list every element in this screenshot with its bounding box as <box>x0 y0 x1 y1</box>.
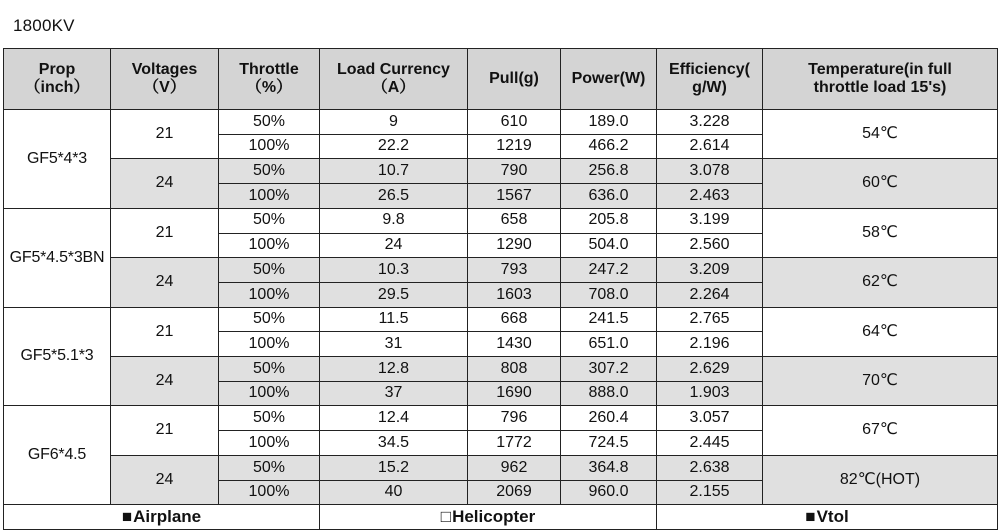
current-cell: 9.8 <box>320 208 468 233</box>
current-cell: 15.2 <box>320 455 468 480</box>
footer-helicopter <box>320 505 657 530</box>
temperature-cell: 67℃ <box>763 406 998 455</box>
footer-helicopter-label: Helicopter <box>452 507 536 527</box>
current-cell: 12.8 <box>320 357 468 382</box>
header-prop-line2: （inch） <box>24 79 90 96</box>
pull-cell: 796 <box>468 406 561 431</box>
pull-cell: 1772 <box>468 431 561 456</box>
header-throttle-line2: （%） <box>245 79 293 96</box>
throttle-cell: 100% <box>219 381 320 406</box>
power-cell: 466.2 <box>561 134 657 159</box>
temperature-cell: 60℃ <box>763 159 998 208</box>
current-cell: 24 <box>320 233 468 258</box>
voltage-cell: 24 <box>111 455 219 504</box>
footer-vtol-label: Vtol <box>816 507 849 527</box>
table-row <box>4 307 998 332</box>
power-cell: 256.8 <box>561 159 657 184</box>
current-cell: 9 <box>320 110 468 135</box>
current-cell: 22.2 <box>320 134 468 159</box>
efficiency-cell: 3.228 <box>657 110 763 135</box>
motor-kv-title: 1800KV <box>13 16 75 35</box>
pull-cell: 1430 <box>468 332 561 357</box>
header-prop <box>4 49 111 110</box>
efficiency-cell: 2.264 <box>657 282 763 307</box>
header-pull-line1: Pull(g) <box>489 69 539 87</box>
power-cell: 960.0 <box>561 480 657 505</box>
footer-airplane <box>4 505 320 530</box>
power-cell: 247.2 <box>561 258 657 283</box>
power-cell: 651.0 <box>561 332 657 357</box>
table-row <box>4 357 998 382</box>
header-voltage-line2: （V） <box>143 79 186 96</box>
voltage-cell: 24 <box>111 159 219 208</box>
temperature-cell: 58℃ <box>763 208 998 257</box>
pull-cell: 610 <box>468 110 561 135</box>
throttle-cell: 100% <box>219 282 320 307</box>
power-cell: 307.2 <box>561 357 657 382</box>
pull-cell: 790 <box>468 159 561 184</box>
table-row <box>4 258 998 283</box>
pull-cell: 1290 <box>468 233 561 258</box>
power-cell: 724.5 <box>561 431 657 456</box>
power-cell: 241.5 <box>561 307 657 332</box>
header-power <box>561 49 657 110</box>
throttle-cell: 100% <box>219 184 320 209</box>
throttle-cell: 50% <box>219 208 320 233</box>
power-cell: 189.0 <box>561 110 657 135</box>
throttle-cell: 100% <box>219 134 320 159</box>
header-temperature-line2: throttle load 15's) <box>813 79 947 96</box>
current-cell: 40 <box>320 480 468 505</box>
temperature-cell: 70℃ <box>763 357 998 406</box>
header-load-current-line1: Load Currency <box>337 60 450 78</box>
table-row <box>4 208 998 233</box>
table-row <box>4 159 998 184</box>
efficiency-cell: 2.155 <box>657 480 763 505</box>
current-cell: 10.3 <box>320 258 468 283</box>
efficiency-cell: 1.903 <box>657 381 763 406</box>
footer-airplane-label: Airplane <box>133 507 202 527</box>
footer-vtol <box>657 505 998 530</box>
throttle-cell: 50% <box>219 159 320 184</box>
voltage-cell: 24 <box>111 357 219 406</box>
pull-cell: 793 <box>468 258 561 283</box>
pull-cell: 668 <box>468 307 561 332</box>
voltage-cell: 21 <box>111 406 219 455</box>
pull-cell: 1567 <box>468 184 561 209</box>
current-cell: 34.5 <box>320 431 468 456</box>
temperature-cell: 64℃ <box>763 307 998 356</box>
temperature-cell: 82℃(HOT) <box>763 455 998 504</box>
table-row <box>4 406 998 431</box>
header-efficiency-line2: g/W) <box>692 79 727 96</box>
power-cell: 636.0 <box>561 184 657 209</box>
pull-cell: 1690 <box>468 381 561 406</box>
efficiency-cell: 3.057 <box>657 406 763 431</box>
pull-cell: 808 <box>468 357 561 382</box>
prop-name-cell: GF5*5.1*3 <box>4 307 111 406</box>
power-cell: 708.0 <box>561 282 657 307</box>
header-load-current-line2: （A） <box>371 79 416 96</box>
current-cell: 31 <box>320 332 468 357</box>
current-cell: 10.7 <box>320 159 468 184</box>
efficiency-cell: 2.614 <box>657 134 763 159</box>
efficiency-cell: 3.199 <box>657 208 763 233</box>
pull-cell: 2069 <box>468 480 561 505</box>
throttle-cell: 50% <box>219 307 320 332</box>
efficiency-cell: 2.560 <box>657 233 763 258</box>
table-body <box>4 110 998 530</box>
empty-square-icon: □ <box>440 507 452 527</box>
header-voltage-line1: Voltages <box>131 60 198 78</box>
throttle-cell: 100% <box>219 431 320 456</box>
voltage-cell: 21 <box>111 307 219 356</box>
prop-name-cell: GF5*4.5*3BN <box>4 208 111 307</box>
efficiency-cell: 2.638 <box>657 455 763 480</box>
motor-test-table <box>3 48 998 530</box>
current-cell: 29.5 <box>320 282 468 307</box>
filled-square-icon: ■ <box>121 507 133 527</box>
power-cell: 888.0 <box>561 381 657 406</box>
voltage-cell: 21 <box>111 110 219 159</box>
current-cell: 12.4 <box>320 406 468 431</box>
throttle-cell: 100% <box>219 332 320 357</box>
header-prop-line1: Prop <box>38 60 76 78</box>
temperature-cell: 62℃ <box>763 258 998 307</box>
throttle-cell: 50% <box>219 110 320 135</box>
power-cell: 205.8 <box>561 208 657 233</box>
efficiency-cell: 2.463 <box>657 184 763 209</box>
header-pull <box>468 49 561 110</box>
filled-square-icon: ■ <box>805 507 816 527</box>
throttle-cell: 50% <box>219 357 320 382</box>
current-cell: 26.5 <box>320 184 468 209</box>
header-temperature <box>763 49 998 110</box>
throttle-cell: 100% <box>219 480 320 505</box>
pull-cell: 658 <box>468 208 561 233</box>
power-cell: 260.4 <box>561 406 657 431</box>
pull-cell: 1603 <box>468 282 561 307</box>
header-throttle-line1: Throttle <box>239 60 299 78</box>
power-cell: 364.8 <box>561 455 657 480</box>
application-footer-row <box>4 505 998 530</box>
prop-name-cell: GF5*4*3 <box>4 110 111 209</box>
current-cell: 37 <box>320 381 468 406</box>
power-cell: 504.0 <box>561 233 657 258</box>
header-row <box>4 49 998 110</box>
header-throttle <box>219 49 320 110</box>
efficiency-cell: 3.078 <box>657 159 763 184</box>
pull-cell: 1219 <box>468 134 561 159</box>
header-efficiency <box>657 49 763 110</box>
header-efficiency-line1: Efficiency( <box>669 60 750 78</box>
current-cell: 11.5 <box>320 307 468 332</box>
header-temperature-line1: Temperature(in full <box>808 60 952 78</box>
header-power-line1: Power(W) <box>571 69 646 87</box>
throttle-cell: 50% <box>219 258 320 283</box>
efficiency-cell: 3.209 <box>657 258 763 283</box>
efficiency-cell: 2.629 <box>657 357 763 382</box>
throttle-cell: 50% <box>219 406 320 431</box>
efficiency-cell: 2.196 <box>657 332 763 357</box>
efficiency-cell: 2.765 <box>657 307 763 332</box>
voltage-cell: 21 <box>111 208 219 257</box>
table-row <box>4 455 998 480</box>
temperature-cell: 54℃ <box>763 110 998 159</box>
table-row <box>4 110 998 135</box>
throttle-cell: 100% <box>219 233 320 258</box>
voltage-cell: 24 <box>111 258 219 307</box>
throttle-cell: 50% <box>219 455 320 480</box>
prop-name-cell: GF6*4.5 <box>4 406 111 505</box>
pull-cell: 962 <box>468 455 561 480</box>
efficiency-cell: 2.445 <box>657 431 763 456</box>
header-voltage <box>111 49 219 110</box>
header-load-current <box>320 49 468 110</box>
